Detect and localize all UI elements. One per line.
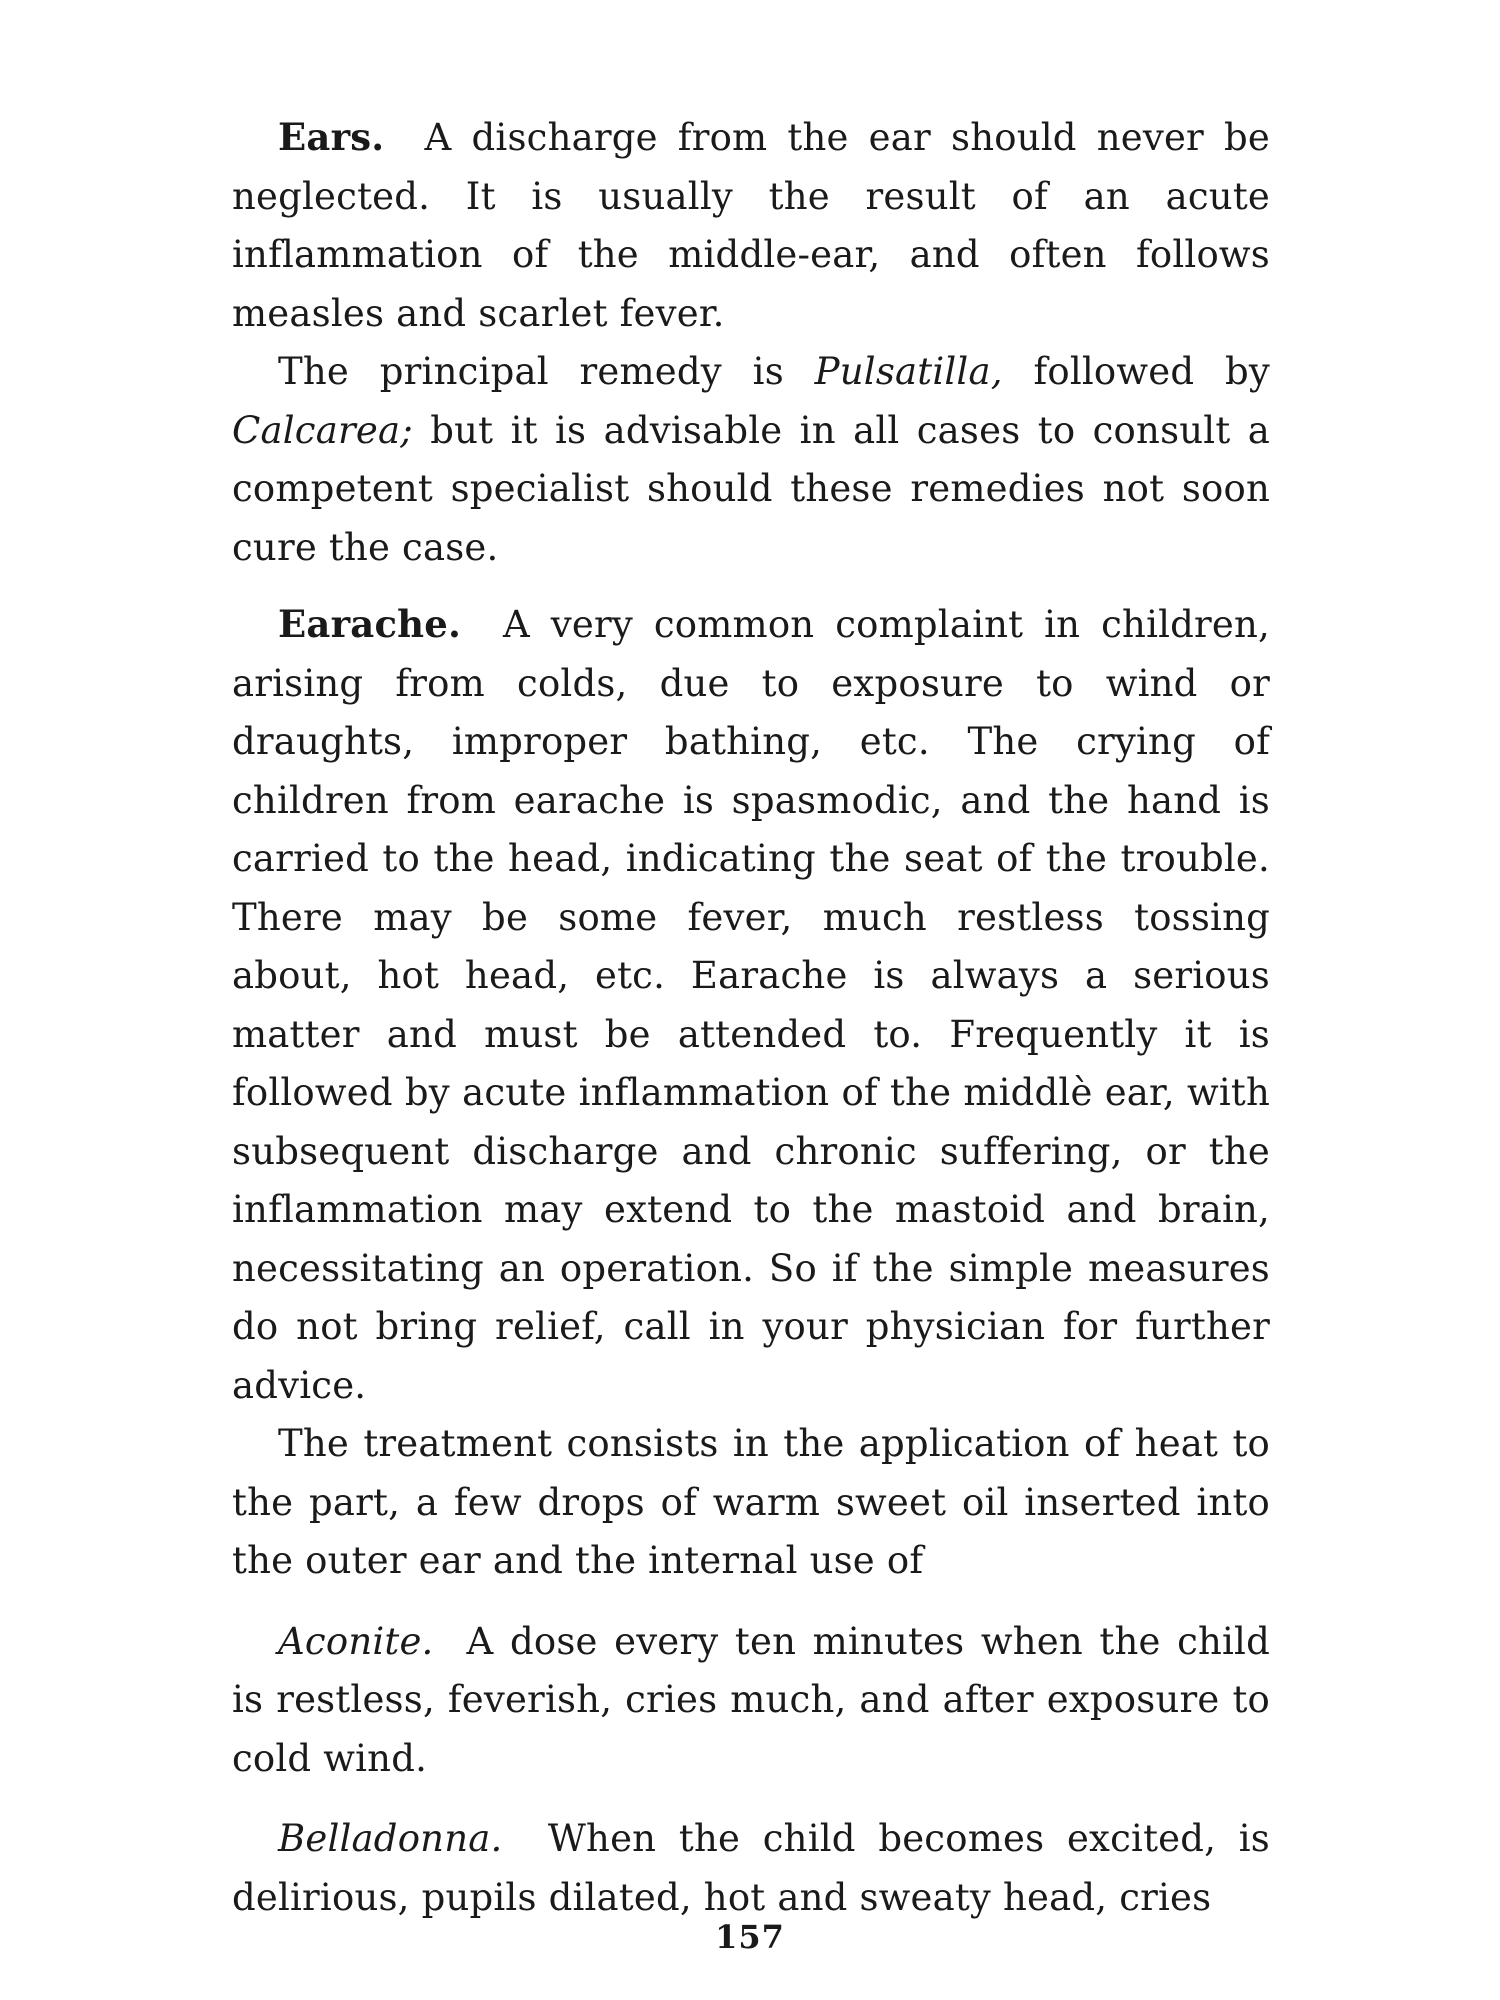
ears-p2-start: The principal remedy is: [278, 350, 815, 393]
ears-paragraph-2: [232, 343, 1270, 577]
earache-heading: Earache.: [278, 602, 462, 646]
remedy-aconite-name: Aconite.: [278, 1619, 434, 1663]
remedy-pulsatilla: Pulsatilla,: [814, 350, 1003, 393]
remedy-calcarea: Calcarea;: [232, 408, 413, 452]
remedy-aconite-paragraph: [232, 1613, 1270, 1789]
earache-paragraph-1: [232, 595, 1270, 1415]
remedy-aconite-text: A dose every ten minutes when the child is restless, feverish, cries much, and after exposure to cold wind.: [232, 1619, 1270, 1780]
remedy-belladonna-name: Belladonna.: [278, 1817, 503, 1860]
page-body: [232, 108, 1270, 1927]
earache-text-2: The treatment consists in the application of heat to the part, a few drops of warm sweet oil inserted into the outer ear and the internal use of: [232, 1422, 1270, 1582]
ears-text-1: A discharge from the ear should never be neglected. It is usually the result of an acute inflammation of the middle-ear, and often follows measles and scarlet fever.: [232, 116, 1270, 335]
earache-paragraph-2: [232, 1415, 1270, 1591]
ears-p2-end: but it is advisable in all cases to consult a competent specialist should these remedies not soon cure the case.: [232, 408, 1270, 569]
remedy-belladonna-paragraph: [232, 1810, 1270, 1927]
remedy-belladonna-text: When the child becomes excited, is delirious, pupils dilated, hot and sweaty head, cries: [232, 1817, 1270, 1919]
ears-paragraph-1: [232, 108, 1270, 343]
page-number: 157: [715, 1918, 785, 1956]
ears-heading: Ears.: [278, 115, 385, 159]
earache-text-1: A very common complaint in children, arising from colds, due to exposure to wind or draughts, improper bathing, etc. The crying of children from earache is spasmodic, and the hand is carried to the head, indicating the seat of the trouble. There may be some fever, much restless tossing about, hot head, etc. Earache is always a serious matter and must be attended to. Frequently it is followed by acute inflammation of the middlè ear, with subsequent discharge and chronic suffering, or the inflammation may extend to the mastoid and brain, necessitating an operation. So if the simple measures do not bring relief, call in your physician for further advice.: [232, 603, 1270, 1407]
ears-p2-mid: followed by: [1002, 350, 1270, 393]
